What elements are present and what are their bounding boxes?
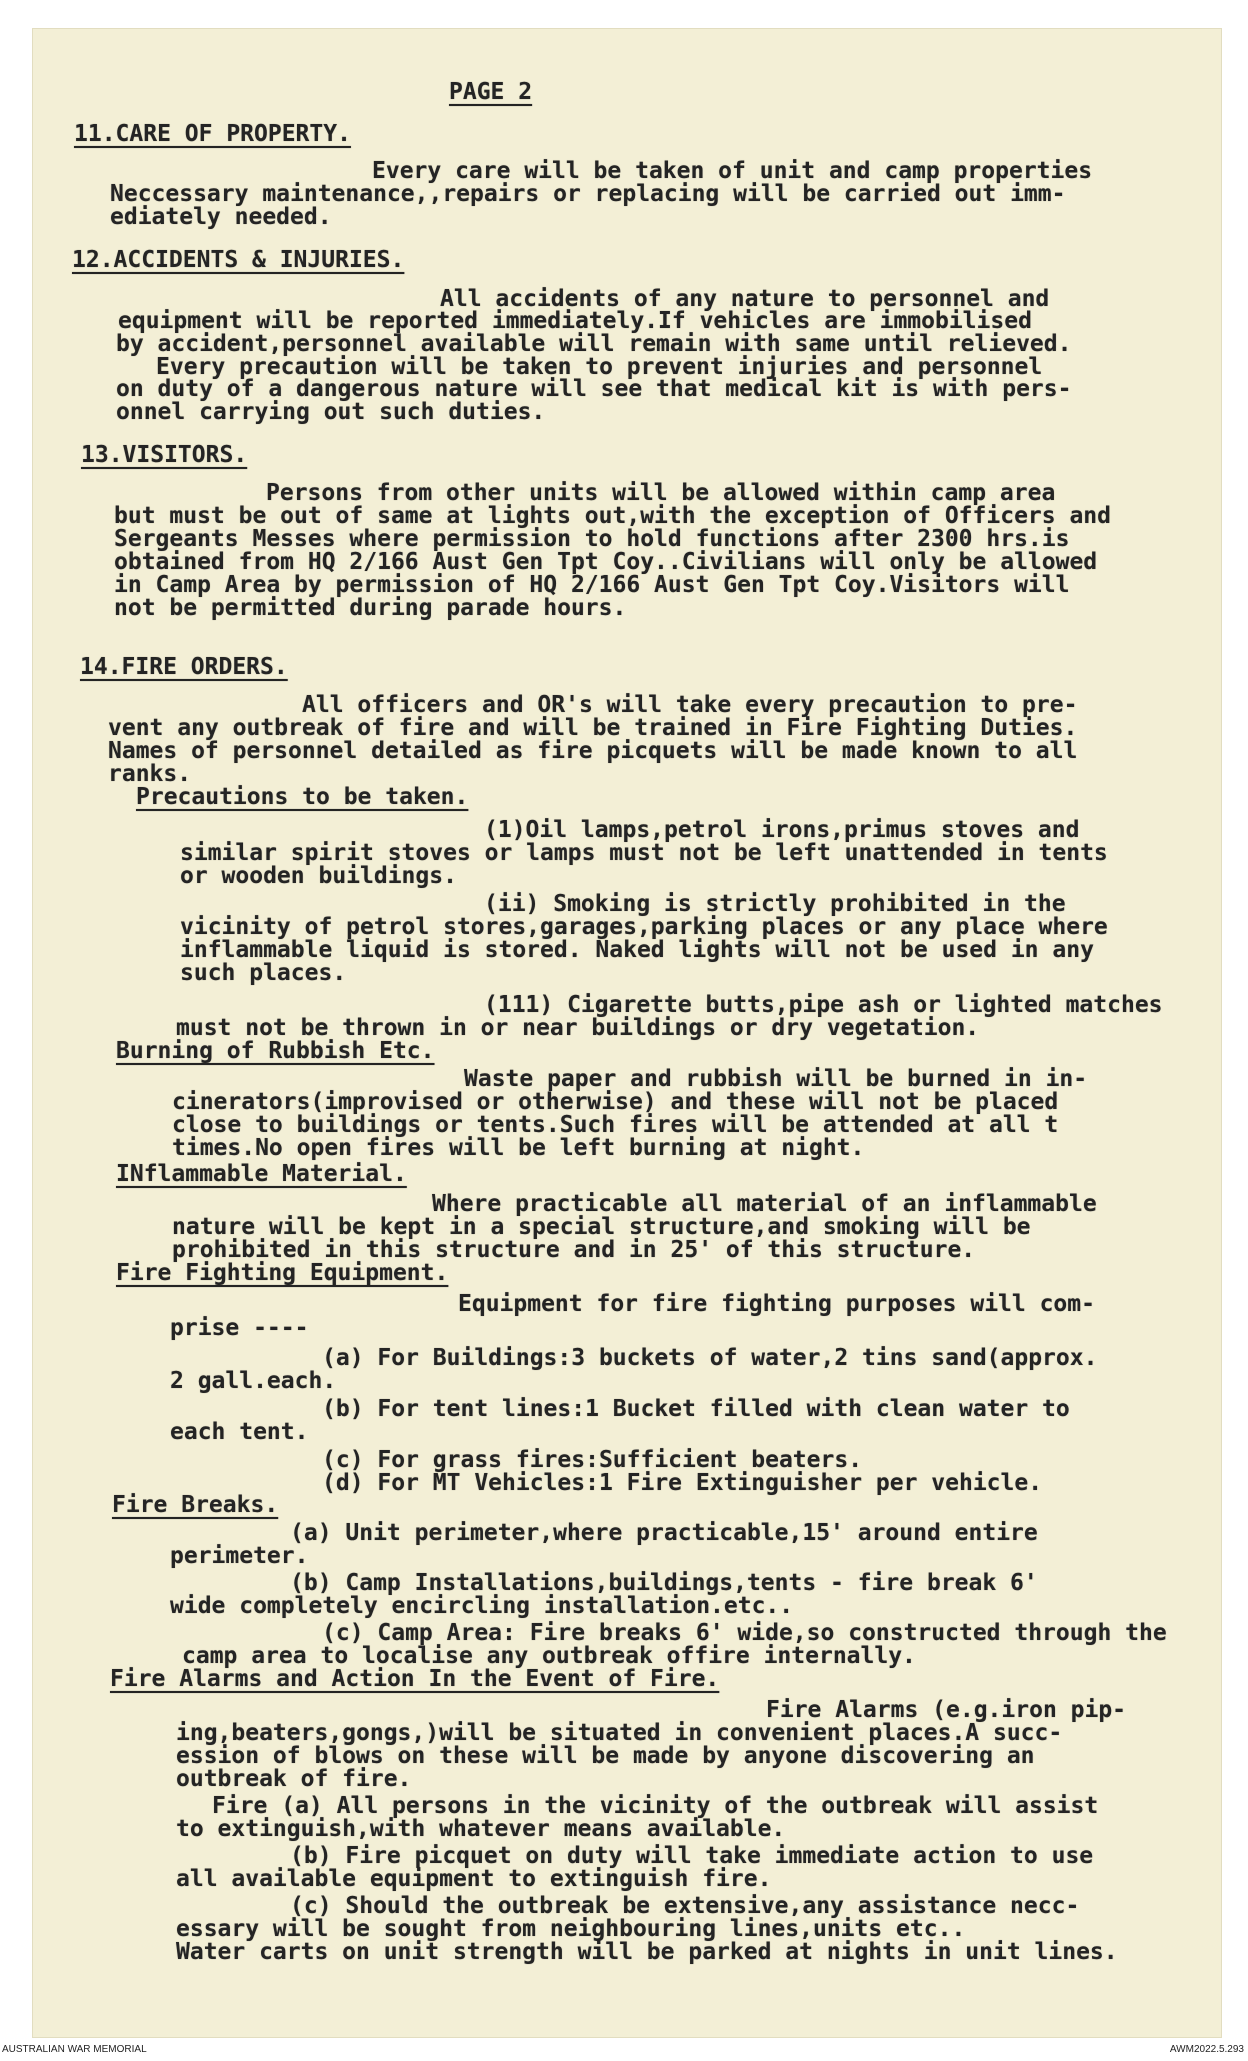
rubbish-line: cinerators(improvised or otherwise) and these will not be placed: [172, 1089, 1059, 1115]
breaks-line: (b) Camp Installations,buildings,tents - fire break 6': [290, 1570, 1038, 1596]
section-line: by accident,personnel available will remain with same until relieved.: [116, 331, 1072, 357]
section-line: All officers and OR's will take every precaution to pre-: [302, 692, 1078, 718]
alarms-line: outbreak of fire.: [176, 1766, 412, 1792]
precaution-line: inflammable liquid is stored. Naked lights will not be used in any: [180, 937, 1094, 963]
rubbish-line: Waste paper and rubbish will be burned in in-: [464, 1066, 1088, 1092]
section-line: Persons from other units will be allowed within camp area: [266, 480, 1056, 506]
alarms-line: Fire Alarms (e.g.iron pip-: [766, 1697, 1127, 1723]
rubbish-line: close to buildings or tents.Such fires will be attended at all t: [172, 1112, 1059, 1138]
inflammable-line: Where practicable all material of an inflammable: [432, 1191, 1097, 1217]
breaks-line: camp area to localise any outbreak offire internally.: [182, 1643, 916, 1669]
equipment-line: 2 gall.each.: [170, 1368, 337, 1394]
equipment-line: (d) For MT Vehicles:1 Fire Extinguisher per vehicle.: [322, 1470, 1043, 1496]
equipment-line: prise ----: [170, 1315, 309, 1341]
alarms-line: to extinguish,with whatever means available.: [176, 1816, 786, 1842]
section-line: Sergeants Messes where permission to hold functions after 2300 hrs.is: [114, 526, 1070, 552]
section-line: on duty of a dangerous nature will see that medical kit is with pers-: [116, 376, 1072, 402]
section-heading-visitors: 13.VISITORS.: [81, 442, 248, 468]
section-line: ranks.: [108, 761, 192, 787]
precaution-line: such places.: [180, 960, 347, 986]
equipment-line: (b) For tent lines:1 Bucket filled with clean water to: [322, 1396, 1070, 1422]
alarms-line: Fire (a) All persons in the vicinity of the outbreak will assist: [212, 1793, 1099, 1819]
section-line: ediately needed.: [110, 204, 332, 230]
alarms-line: (c) Should the outbreak be extensive,any assistance necc-: [290, 1893, 1080, 1919]
document-page: [32, 28, 1222, 2038]
section-heading-fire-orders: 14.FIRE ORDERS.: [80, 654, 288, 680]
section-line: equipment will be reported immediately.If vehicles are immobilised: [118, 308, 1032, 334]
precaution-line: (1)Oil lamps,petrol irons,primus stoves and: [484, 817, 1080, 843]
subheading-fire-fighting-equipment: Fire Fighting Equipment.: [116, 1260, 449, 1286]
subheading-burning-rubbish: Burning of Rubbish Etc.: [116, 1038, 435, 1064]
section-line: in Camp Area by permission of HQ 2/166 Aust Gen Tpt Coy.Visitors will: [114, 572, 1070, 598]
precaution-line: or wooden buildings.: [180, 863, 457, 889]
inflammable-line: nature will be kept in a special structure,and smoking will be: [172, 1214, 1031, 1240]
precaution-line: vicinity of petrol stores,garages,parking places or any place where: [180, 914, 1108, 940]
inflammable-line: prohibited in this structure and in 25' of this structure.: [172, 1237, 976, 1263]
breaks-line: (c) Camp Area: Fire breaks 6' wide,so constructed through the: [322, 1620, 1167, 1646]
subheading-fire-breaks: Fire Breaks.: [112, 1492, 279, 1518]
section-line: Every care will be taken of unit and camp properties: [372, 158, 1093, 184]
footer-archive-id: AWM2022.5.293: [1169, 2044, 1244, 2055]
section-heading-care-of-property: 11.CARE OF PROPERTY.: [74, 121, 351, 147]
section-line: Neccessary maintenance,,repairs or replacing will be carried out imm-: [110, 181, 1066, 207]
section-line: onnel carrying out such duties.: [116, 399, 546, 425]
equipment-line: (c) For grass fires:Sufficient beaters.: [322, 1447, 863, 1473]
alarms-line: essary will be sought from neighbouring lines,units etc..: [176, 1916, 966, 1942]
footer-archive-name: AUSTRALIAN WAR MEMORIAL: [2, 2044, 147, 2055]
alarms-line: (b) Fire picquet on duty will take immediate action to use: [290, 1843, 1094, 1869]
precaution-line: (ii) Smoking is strictly prohibited in the: [484, 891, 1066, 917]
section-line: but must be out of same at lights out,with the exception of Officers and: [114, 503, 1111, 529]
equipment-line: Equipment for fire fighting purposes will com-: [458, 1291, 1095, 1317]
breaks-line: perimeter.: [170, 1543, 309, 1569]
precaution-line: (111) Cigarette butts,pipe ash or lighted matches: [484, 992, 1163, 1018]
breaks-line: (a) Unit perimeter,where practicable,15' around entire: [290, 1520, 1038, 1546]
section-line: not be permitted during parade hours.: [114, 595, 627, 621]
equipment-line: each tent.: [170, 1419, 309, 1445]
section-line: obtained from HQ 2/166 Aust Gen Tpt Coy..Civilians will only be allowed: [114, 549, 1098, 575]
section-line: vent any outbreak of fire and will be trained in Fire Fighting Duties.: [108, 715, 1078, 741]
section-line: Names of personnel detailed as fire picquets will be made known to all: [108, 738, 1078, 764]
subheading-inflammable-material: INflammable Material.: [116, 1161, 407, 1187]
alarms-line: ession of blows on these will be made by anyone discovering an: [176, 1743, 1035, 1769]
subheading-precautions: Precautions to be taken.: [136, 784, 469, 810]
alarms-line: all available equipment to extinguish fire.: [176, 1866, 772, 1892]
alarms-line: Water carts on unit strength will be parked at nights in unit lines.: [176, 1939, 1118, 1965]
section-line: All accidents of any nature to personnel and: [440, 286, 1050, 312]
alarms-line: ing,beaters,gongs,)will be situated in convenient places.A succ-: [176, 1720, 1063, 1746]
precaution-line: similar spirit stoves or lamps must not be left unattended in tents: [180, 840, 1108, 866]
section-line: Every precaution will be taken to prevent injuries and personnel: [156, 354, 1043, 380]
page-title: PAGE 2: [449, 79, 533, 105]
precaution-line: must not be thrown in or near buildings or dry vegetation.: [176, 1015, 980, 1041]
subheading-fire-alarms: Fire Alarms and Action In the Event of Fire.: [110, 1666, 720, 1692]
section-heading-accidents-injuries: 12.ACCIDENTS & INJURIES.: [72, 247, 405, 273]
breaks-line: wide completely encircling installation.etc..: [170, 1593, 794, 1619]
rubbish-line: times.No open fires will be left burning at night.: [172, 1135, 865, 1161]
equipment-line: (a) For Buildings:3 buckets of water,2 tins sand(approx.: [322, 1345, 1098, 1371]
